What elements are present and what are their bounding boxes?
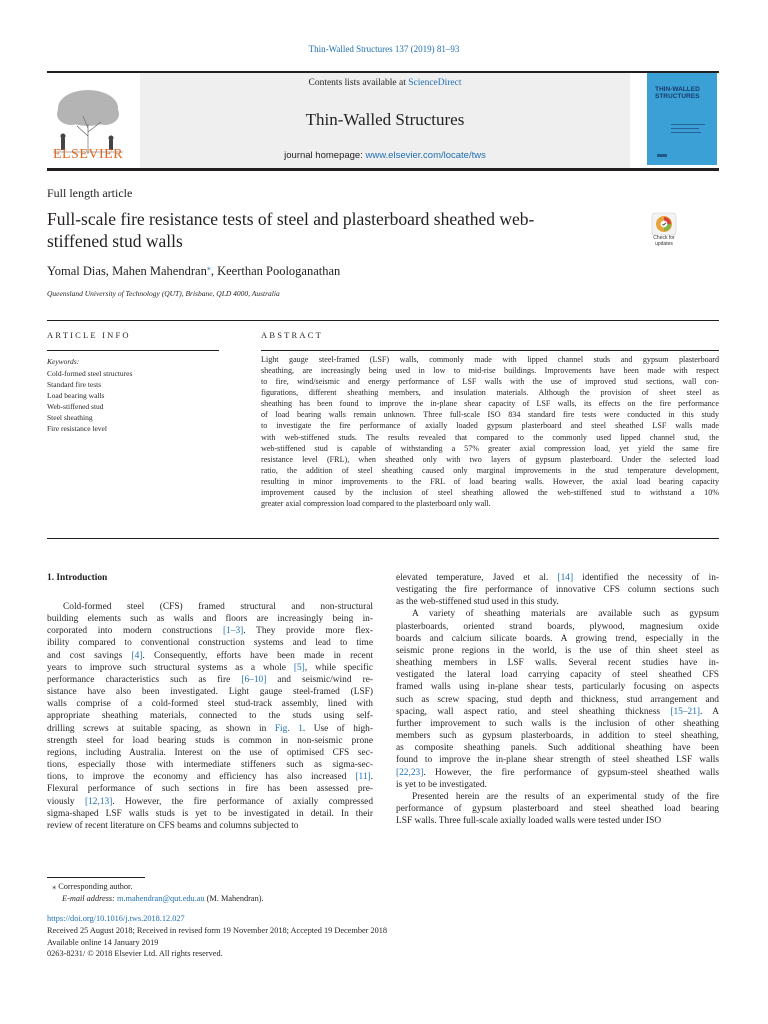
text-run: Cold-formed steel (CFS) framed structural and non-structural <box>63 602 373 612</box>
title-line-1: Full-scale fire resistance tests of steel and plasterboard sheathed web- <box>47 209 535 229</box>
footnote-corresponding <box>52 881 132 892</box>
keyword: Standard fire tests <box>47 380 102 390</box>
affiliation: Queensland University of Technology (QUT), Brisbane, QLD 4000, Australia <box>47 289 280 298</box>
abstract-line: resulting in minor improvements to the FRL of load bearing walls. However, the axial load bearing capacity <box>261 476 719 486</box>
abstract-rule <box>261 350 719 351</box>
text-line <box>396 791 719 803</box>
text-run: performance of gypsum plasterboard and steel sheathed load bearing <box>396 803 719 814</box>
text-line <box>47 808 373 820</box>
abstract-line: with web-stiffened studs. The results revealed that compared to the commonly used lipped channel stud, the <box>261 432 719 442</box>
text-line <box>47 723 373 735</box>
body-column-left <box>47 601 373 832</box>
text-line <box>396 572 719 584</box>
abstract-line: to fire, wind/seismic and energy performance of LSF walls with the use of improved stud sections, wall con- <box>261 377 719 387</box>
text-run: such as screw spacing, stud depth and thickness, stud arrangement and <box>396 694 719 705</box>
text-line <box>47 674 373 686</box>
keyword: Steel sheathing <box>47 413 93 423</box>
text-line <box>47 686 373 698</box>
masthead-bottom-rule <box>47 168 719 171</box>
abstract-line: improvement caused by the inclusion of steel sheathing allowed the web-stiffened stud to withstand a 10% <box>261 487 719 497</box>
text-run: strength steel for load bearing studs is common in non-seismic prone <box>47 735 373 746</box>
keyword: Cold-formed steel structures <box>47 369 133 378</box>
title-line-2: stiffened stud walls <box>47 231 183 251</box>
running-header[interactable]: Thin-Walled Structures 137 (2019) 81–93 <box>308 44 460 54</box>
article-title <box>47 208 607 252</box>
sciencedirect-link[interactable]: ScienceDirect <box>408 78 462 88</box>
footnote-star: ⁎ <box>52 882 57 891</box>
text-line <box>47 662 373 674</box>
keywords-list <box>47 368 132 435</box>
reference-link[interactable]: [6–10] <box>241 674 267 685</box>
text-run: drilling screws at suitable spacing, as shown in <box>47 723 275 734</box>
abstract-line: greater axial compression load compared to the plasterboard only wall. <box>261 499 491 509</box>
text-run: performance characteristics such as fire <box>47 674 242 685</box>
homepage-link[interactable]: www.elsevier.com/locate/tws <box>365 150 486 161</box>
body-column-right <box>396 572 719 827</box>
text-run: as composite sheathing panels. Such additional sheathing have been <box>396 743 719 754</box>
text-line <box>396 633 719 645</box>
text-run: . A <box>700 706 719 717</box>
text-run: , while specific <box>304 662 373 673</box>
check-for-updates-label[interactable] <box>646 236 682 247</box>
text-run: plasterboards, oriented strand boards, plywood, magnesium oxide <box>396 621 719 632</box>
text-line <box>396 779 719 791</box>
text-line <box>47 613 373 625</box>
text-run: years to improve such structural systems as a whole <box>47 662 294 673</box>
text-run: building elements such as walls and floors are increasingly being in- <box>47 614 373 625</box>
text-run: framed walls using in-plane shear tests, particularly focusing on aspects <box>396 682 719 693</box>
text-run: sistance have also been investigated. Light gauge steel-framed (LSF) <box>47 687 373 698</box>
text-run: . Consequently, efforts have been made in recent <box>142 650 374 661</box>
text-run: spacing, wall aspect ratio, and steel sheathing thickness <box>396 706 671 717</box>
text-line <box>396 706 719 718</box>
text-line <box>47 783 373 795</box>
text-run: is yet to be investigated. <box>396 779 487 790</box>
text-line <box>396 657 719 669</box>
journal-homepage <box>140 150 630 161</box>
abstract-line: resistance level (FRL), when sheathed only with two layers of gypsum plasterboard. Under the selected load <box>261 454 719 464</box>
text-line <box>47 710 373 722</box>
text-run: walls comprise of a cold-formed steel stud-track assembly, lined with <box>47 699 373 710</box>
text-line <box>396 754 719 766</box>
footnote-email <box>62 893 264 904</box>
text-line <box>396 718 719 730</box>
keywords-label: Keywords: <box>47 357 80 366</box>
text-line <box>47 625 373 637</box>
text-run: and seismic/wind re- <box>266 674 373 685</box>
email-label: E-mail address: <box>62 894 117 903</box>
cover-decoration-icon <box>655 120 711 160</box>
text-run: . They provide more flex- <box>243 626 373 637</box>
text-line <box>396 742 719 754</box>
text-run: tions, to improve the economy and efficiency has also increased <box>47 772 356 783</box>
text-line <box>47 698 373 710</box>
text-line <box>47 796 373 808</box>
text-line <box>396 596 719 608</box>
text-run: seismic prone regions in the world, is the use of thin sheet steel as <box>396 645 719 656</box>
dates-line: Received 25 August 2018; Received in revised form 19 November 2018; Accepted 19 December 2018 <box>47 926 388 935</box>
abstract-line: Light gauge steel-framed (LSF) walls, commonly made with lipped channel studs and gypsum plasterboard <box>261 355 719 364</box>
abstract-line: web-stiffened stud is capable of withstanding a 57% greater axial compression load, yet yield the same fire <box>261 443 719 453</box>
abstract-line: sheathing, are increasingly being used in low to mid-rise buildings. Improvements have been made with respect <box>261 366 719 376</box>
footnote-corresponding-text: Corresponding author. <box>56 882 133 891</box>
text-run: appropriate sheathing materials, connected to the studs using self- <box>47 711 373 722</box>
text-line <box>396 803 719 815</box>
text-run: viously <box>47 796 85 807</box>
text-run: elevated temperature, Javed et al. <box>396 573 558 583</box>
cover-title <box>655 86 711 100</box>
text-run: boards and calcium silicate boards. A growing trend, especially in the <box>396 633 719 644</box>
text-run: tions, especially those with intermediate stiffeners such as sigma-sec- <box>47 760 373 771</box>
abstract-line: of load bearing walls remain unknown. Three full-scale ISO 834 standard fire tests were conducted in this study <box>261 410 719 420</box>
text-line <box>396 584 719 596</box>
elsevier-wordmark: ELSEVIER <box>52 147 124 162</box>
text-run: and cost savings <box>47 650 132 661</box>
text-line <box>47 759 373 771</box>
abstract-line: sheathing has been found to improve the in-plane shear capacity of LSF walls, its effects on the fire performance <box>261 399 719 409</box>
text-run: . However, the fire performance of axially compressed <box>112 796 374 807</box>
text-line <box>47 637 373 649</box>
text-run: corporated into modern constructions <box>47 626 223 637</box>
abstract-bottom-rule <box>47 538 719 539</box>
abstract-text <box>261 354 719 509</box>
check-line-1: Check for <box>653 235 675 241</box>
text-line <box>47 820 373 832</box>
text-run: sigma-shaped LSF walls studs is yet to be investigated in detail. In their <box>47 808 373 819</box>
text-line <box>396 730 719 742</box>
author-1: Yomal Dias, <box>47 264 113 279</box>
text-line <box>396 767 719 779</box>
email-link[interactable]: m.mahendran@qut.edu.au <box>117 894 205 903</box>
author-3: , Keerthan Poologanathan <box>210 264 341 279</box>
keywords-rule <box>47 350 219 351</box>
text-line <box>47 735 373 747</box>
homepage-label: journal homepage: <box>284 150 366 161</box>
text-line <box>396 694 719 706</box>
text-line <box>396 681 719 693</box>
text-run: identified the necessity of in- <box>573 573 719 583</box>
contents-line <box>140 78 630 88</box>
doi-link[interactable]: https://doi.org/10.1016/j.tws.2018.12.027 <box>47 914 185 923</box>
check-line-2: updates <box>655 240 673 247</box>
reference-link[interactable]: [22,23] <box>396 767 424 778</box>
text-run: ibility compared to conventional construction systems and lead to time <box>47 638 373 649</box>
text-line <box>47 650 373 662</box>
text-run: . <box>370 772 373 783</box>
text-line <box>396 608 719 620</box>
text-line <box>47 747 373 759</box>
text-run: members such as gypsum plasterboards, in addition to steel sheathing, <box>396 731 719 742</box>
reference-link[interactable]: Fig. 1 <box>274 723 303 734</box>
abstract-line: figurations, different sheathing members, and insulation materials. Although the provision of sheet steel as <box>261 388 719 398</box>
section-heading-introduction: 1. Introduction <box>47 573 108 583</box>
text-run: vestigating the fire performance of innovative CFS column sections such <box>396 585 719 596</box>
text-run: further improvement to such walls is the inclusion of other sheathing <box>396 718 719 729</box>
reference-link[interactable]: [14] <box>557 573 574 583</box>
reference-link[interactable]: [1–3] <box>222 626 244 637</box>
reference-link[interactable]: [12,13] <box>84 796 113 807</box>
text-run: Flexural performance of such sections in fire has been assessed pre- <box>47 784 373 795</box>
copyright-line: 0263-8231/ © 2018 Elsevier Ltd. All rights reserved. <box>47 949 223 958</box>
keyword: Load bearing walls <box>47 391 105 401</box>
keyword: Web-stiffened stud <box>47 402 104 412</box>
cover-title-line2: STRUCTURES <box>655 93 700 100</box>
abstract-heading: ABSTRACT <box>261 330 323 340</box>
text-run: review of recent literature on CFS beams and columns subjected to <box>47 820 299 831</box>
footnote-rule <box>47 877 145 878</box>
abstract-line: ratio, the addition of steel sheathing caused only marginal improvements in the stud temperature development, <box>261 465 719 475</box>
cover-title-line1: THIN-WALLED <box>655 86 700 93</box>
publication-dates <box>47 925 387 960</box>
text-line <box>47 771 373 783</box>
contents-prefix: Contents lists available at <box>308 78 409 88</box>
article-info-heading: ARTICLE INFO <box>47 330 131 340</box>
abstract-line: to investigate the fire performance of axially loaded gypsum plasterboard and steel sheathed LSF walls made <box>261 421 719 431</box>
reference-link[interactable]: [15–21] <box>670 706 701 717</box>
email-suffix: (M. Mahendran). <box>204 894 264 903</box>
text-run: . However, the fire performance of gypsum-steel sheathed walls <box>423 767 719 778</box>
text-run: vestigated the lateral load carrying capacity of steel sheathed CFS <box>396 670 719 681</box>
text-run: as the web-stiffened stud used in this study. <box>396 597 559 608</box>
text-run: sheathing members in LSF walls. Several recent studies have in- <box>396 658 719 669</box>
text-line <box>396 645 719 657</box>
dates-line: Available online 14 January 2019 <box>47 937 159 947</box>
text-run: Presented herein are the results of an experimental study of the fire <box>412 791 719 802</box>
text-line <box>396 669 719 681</box>
reference-link[interactable]: [11] <box>355 772 371 783</box>
text-line <box>396 815 719 827</box>
reference-link[interactable]: [5] <box>293 662 305 673</box>
text-line <box>47 601 373 613</box>
author-list <box>47 263 340 279</box>
text-run: regions, including Australia. Interest on the use of optimised CFS sec- <box>47 747 373 758</box>
corresponding-author-mark[interactable]: ⁎ <box>206 263 211 272</box>
author-2: Mahen Mahendran <box>112 264 207 279</box>
keyword: Fire resistance level <box>47 424 107 434</box>
text-run: A variety of sheathing materials are available such as gypsum <box>412 609 719 620</box>
text-run: . Use of high- <box>302 723 373 734</box>
journal-title: Thin-Walled Structures <box>305 110 465 129</box>
text-line <box>396 621 719 633</box>
article-type: Full length article <box>47 186 133 200</box>
info-top-rule <box>47 320 719 321</box>
text-run: LSF walls. Three full-scale axially loaded walls were tested under ISO <box>396 816 662 827</box>
text-run: found to improve the in-plane shear strength of steel sheathed LSF walls <box>396 755 719 766</box>
reference-link[interactable]: [4] <box>131 650 143 661</box>
